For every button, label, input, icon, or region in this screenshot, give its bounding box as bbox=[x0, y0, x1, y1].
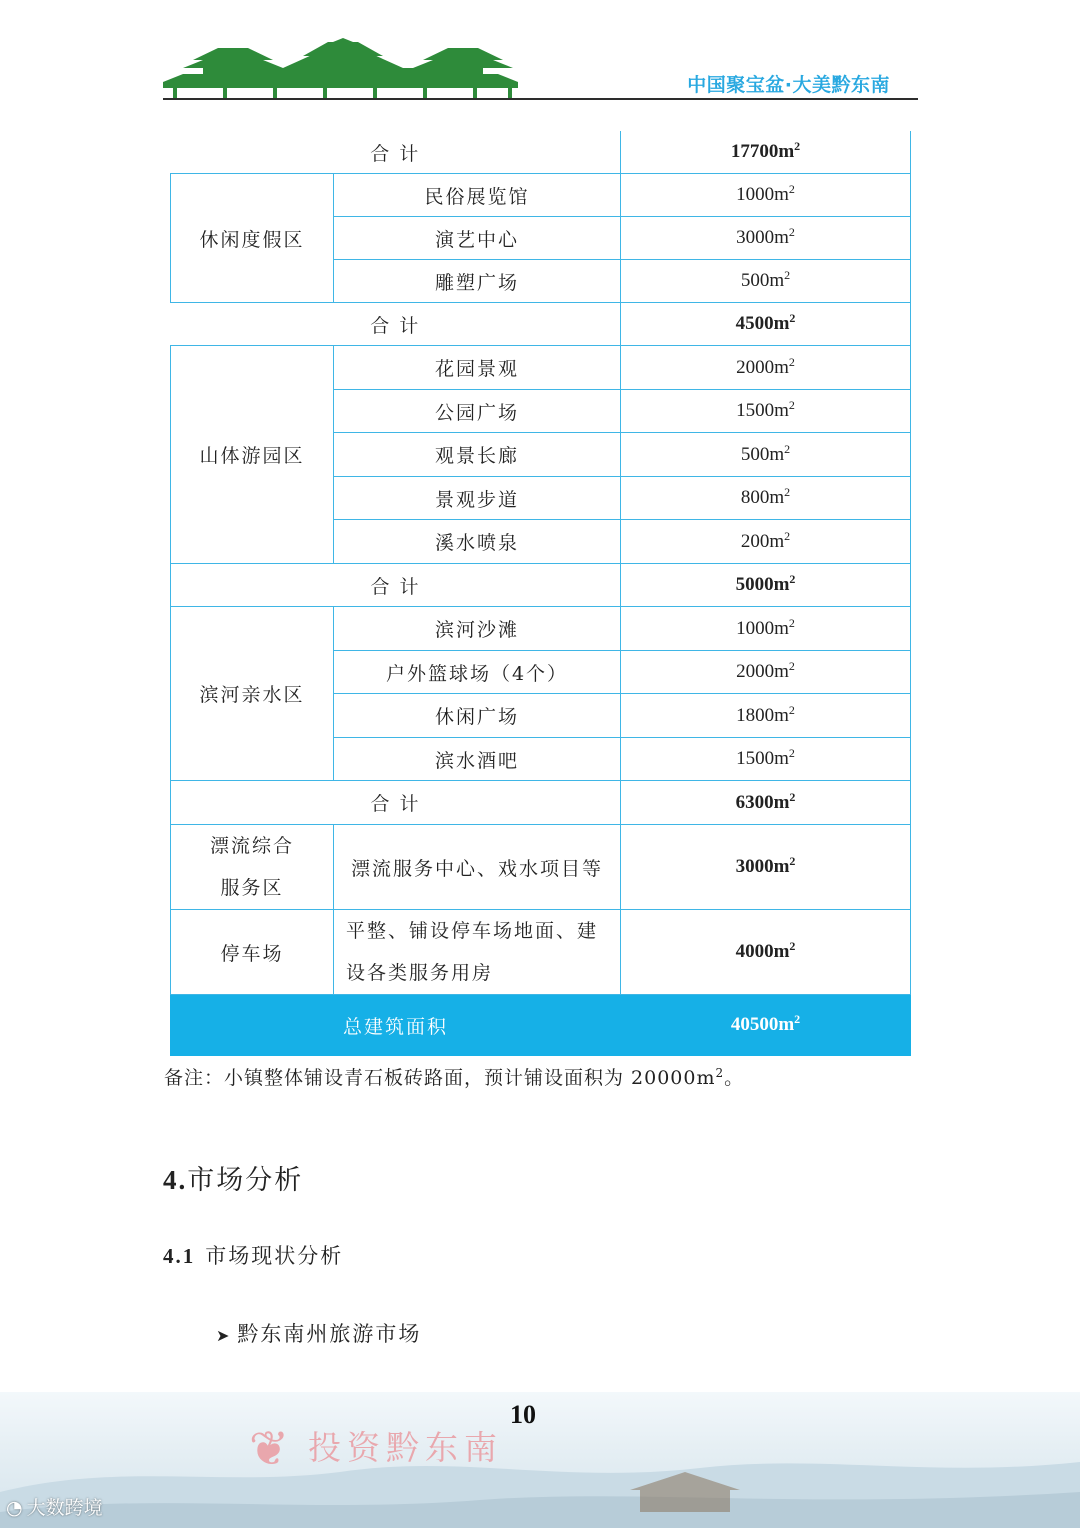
subtotal-value: $4500m^2$ bbox=[621, 303, 911, 346]
item-value: $3000m^2$ bbox=[621, 217, 911, 260]
item-name: 漂流服务中心、戏水项目等 bbox=[334, 825, 621, 910]
subtotal-value: $6300m^2$ bbox=[621, 781, 911, 825]
page-number: 10 bbox=[510, 1400, 536, 1429]
table-row bbox=[171, 910, 911, 995]
item-value: $1500m^2$ bbox=[621, 738, 911, 781]
watermark-icon: ◔ bbox=[6, 1497, 23, 1519]
table-row bbox=[171, 564, 911, 607]
building-area-table bbox=[170, 131, 911, 1056]
subtotal-value: $5000m^2$ bbox=[621, 564, 911, 607]
item-value: $200m^2$ bbox=[621, 520, 911, 564]
item-name: 演艺中心 bbox=[334, 217, 621, 260]
item-name: 民俗展览馆 bbox=[334, 174, 621, 217]
item-value: $1500m^2$ bbox=[621, 390, 911, 433]
footer-landscape bbox=[0, 1392, 1080, 1528]
item-name: 滨河沙滩 bbox=[334, 607, 621, 651]
item-name bbox=[334, 910, 621, 995]
item-name: 花园景观 bbox=[334, 346, 621, 390]
table-total-row bbox=[171, 995, 911, 1056]
zone-line: 服务区 bbox=[220, 877, 284, 899]
zone-cell bbox=[171, 825, 334, 910]
item-value: $500m^2$ bbox=[621, 260, 911, 303]
mountain-silhouette bbox=[0, 1392, 1080, 1528]
arrow-bullet-icon: ➤ bbox=[216, 1326, 232, 1345]
zone-cell: 滨河亲水区 bbox=[171, 607, 334, 781]
header-rule bbox=[163, 98, 918, 100]
watermark: ◔ 大数跨境 bbox=[6, 1497, 103, 1519]
page-header bbox=[163, 38, 918, 102]
table-note: 备注：小镇整体铺设青石板砖路面，预计铺设面积为 $20000m^2$。 bbox=[164, 1066, 745, 1089]
zone-cell: 停车场 bbox=[171, 910, 334, 995]
zone-line: 漂流综合 bbox=[209, 835, 294, 857]
item-name: 滨水酒吧 bbox=[334, 738, 621, 781]
investment-logo-icon: ❦ bbox=[248, 1421, 290, 1477]
table-row bbox=[171, 825, 911, 910]
subtotal-label: 合 计 bbox=[171, 564, 621, 607]
total-value: $40500m^2$ bbox=[621, 995, 911, 1056]
item-name: 公园广场 bbox=[334, 390, 621, 433]
table-row bbox=[171, 346, 911, 390]
section-heading: 4.市场分析 bbox=[163, 1165, 304, 1196]
zone-cell: 休闲度假区 bbox=[171, 174, 334, 303]
item-value: $1000m^2$ bbox=[621, 174, 911, 217]
subsection-heading: 4.1 市场现状分析 bbox=[163, 1244, 344, 1268]
item-name: 户外篮球场（4个） bbox=[334, 651, 621, 694]
table-row bbox=[171, 781, 911, 825]
item-name: 观景长廊 bbox=[334, 433, 621, 477]
item-name-line: 平整、铺设停车场地面、建 bbox=[346, 920, 599, 942]
subtotal-value: $17700m^2$ bbox=[621, 131, 911, 174]
item-name: 休闲广场 bbox=[334, 694, 621, 738]
total-label: 总建筑面积 bbox=[171, 995, 621, 1056]
item-name: 雕塑广场 bbox=[334, 260, 621, 303]
header-slogan: 中国聚宝盆·大美黔东南 bbox=[687, 74, 890, 96]
subtotal-label: 合 计 bbox=[171, 303, 621, 346]
item-value: $2000m^2$ bbox=[621, 651, 911, 694]
bullet-item: ➤ 黔东南州旅游市场 bbox=[216, 1322, 422, 1346]
zone-cell: 山体游园区 bbox=[171, 346, 334, 564]
item-value: $3000m^2$ bbox=[621, 825, 911, 910]
item-name: 景观步道 bbox=[334, 477, 621, 520]
item-value: $4000m^2$ bbox=[621, 910, 911, 995]
subtotal-label: 合 计 bbox=[171, 131, 621, 174]
item-name-line: 设各类服务用房 bbox=[346, 962, 494, 984]
drum-tower-bridge-illustration bbox=[163, 38, 523, 98]
table-row bbox=[171, 303, 911, 346]
table-row bbox=[171, 174, 911, 217]
subtotal-label: 合 计 bbox=[171, 781, 621, 825]
item-value: $2000m^2$ bbox=[621, 346, 911, 390]
item-value: $800m^2$ bbox=[621, 477, 911, 520]
item-value: $500m^2$ bbox=[621, 433, 911, 477]
item-value: $1800m^2$ bbox=[621, 694, 911, 738]
table-row bbox=[171, 131, 911, 174]
footer-logo-text: 投资黔东南 bbox=[308, 1428, 503, 1467]
item-value: $1000m^2$ bbox=[621, 607, 911, 651]
table-row bbox=[171, 607, 911, 651]
item-name: 溪水喷泉 bbox=[334, 520, 621, 564]
